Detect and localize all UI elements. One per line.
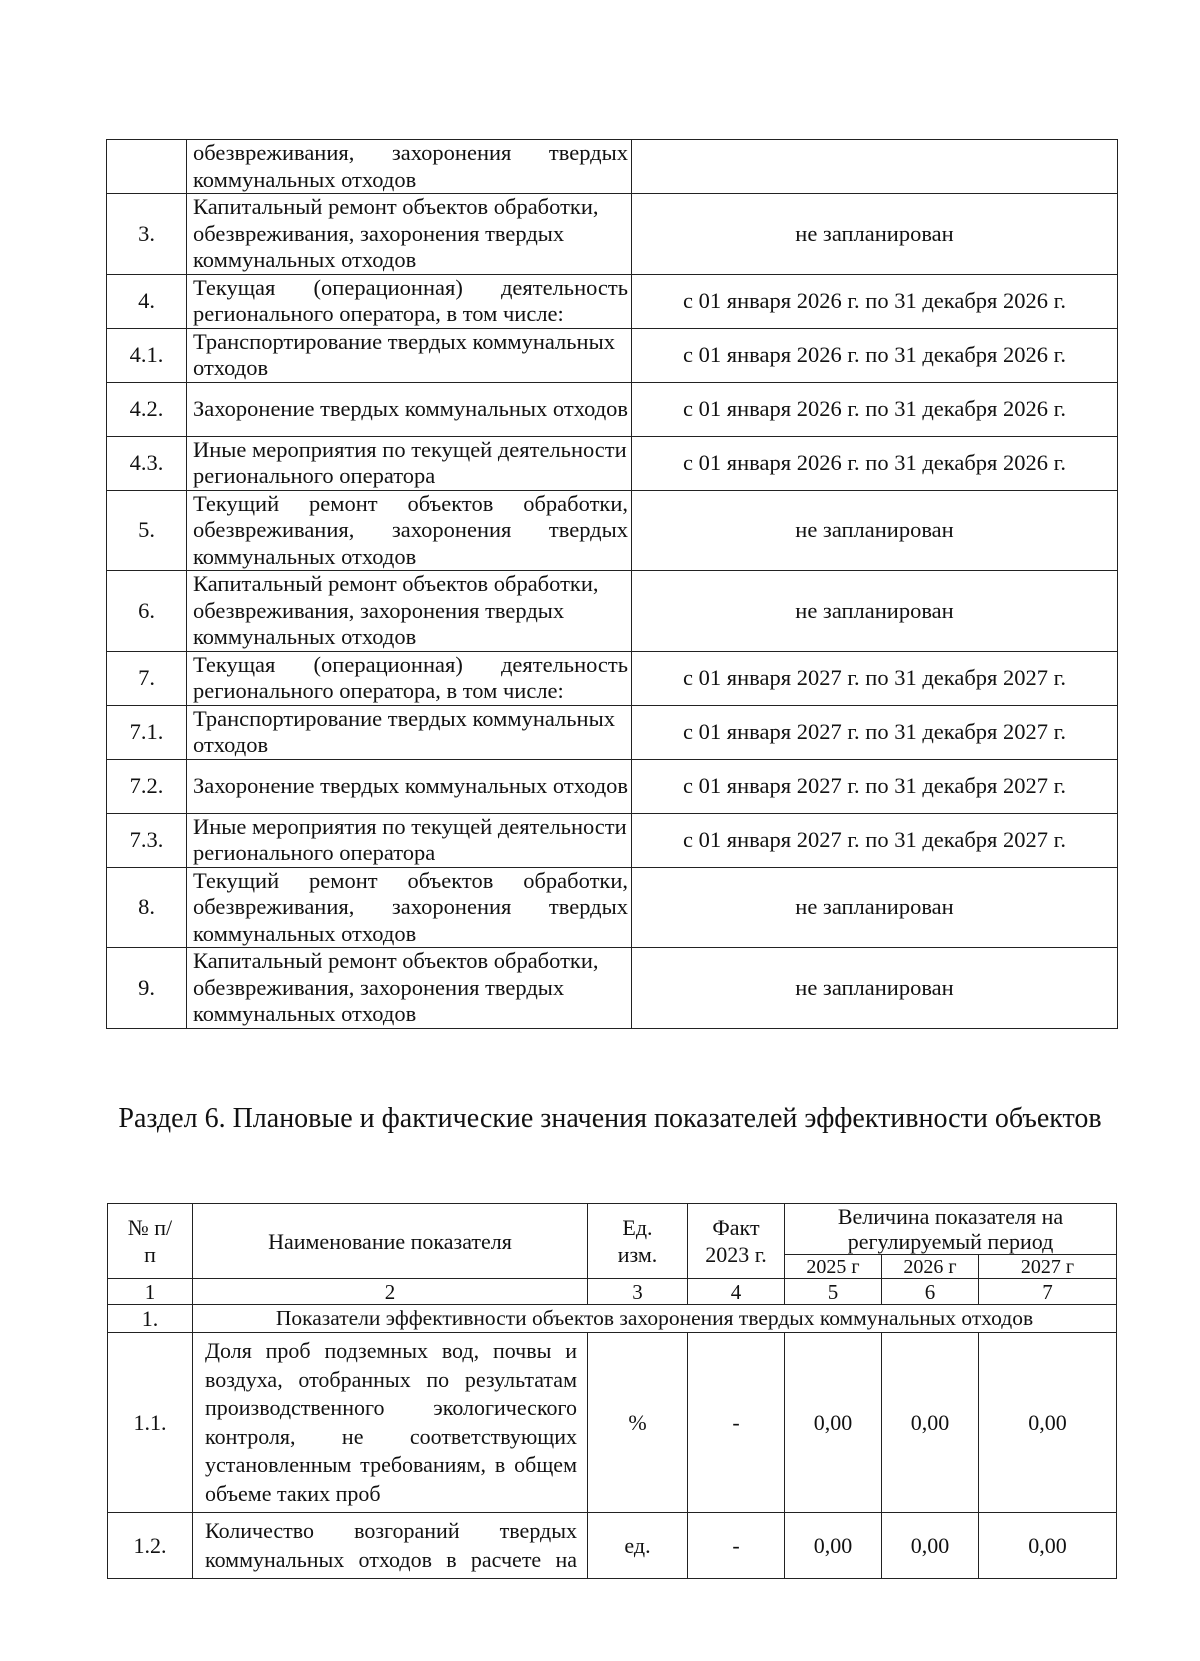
row-number: 7.2. bbox=[107, 759, 187, 813]
table-row bbox=[107, 571, 1118, 652]
event-name: Захоронение твердых коммунальных отходов bbox=[187, 382, 632, 436]
event-name: Текущая (операционная) деятельность регионального оператора, в том числе: bbox=[187, 274, 632, 328]
row-number: 6. bbox=[107, 571, 187, 652]
column-number: 7 bbox=[979, 1279, 1117, 1305]
event-period: с 01 января 2027 г. по 31 декабря 2027 г. bbox=[632, 813, 1118, 867]
table-row bbox=[107, 867, 1118, 948]
group-row bbox=[108, 1305, 1117, 1333]
event-period bbox=[632, 140, 1118, 194]
table-row bbox=[107, 436, 1118, 490]
event-name: обезвреживания, захоронения твердых коммунальных отходов bbox=[187, 140, 632, 194]
indicator-name: Доля проб подземных вод, почвы и воздуха, отобранных по результатам производственного экологического контроля, не соответствующих установленным требованиям, в общем объеме таких проб bbox=[193, 1333, 588, 1513]
column-number: 5 bbox=[785, 1279, 882, 1305]
table-row bbox=[107, 813, 1118, 867]
table-row bbox=[107, 140, 1118, 194]
event-name: Транспортирование твердых коммунальных отходов bbox=[187, 328, 632, 382]
table-row bbox=[107, 948, 1118, 1029]
event-name: Текущий ремонт объектов обработки, обезвреживания, захоронения твердых коммунальных отходов bbox=[187, 867, 632, 948]
row-number: 7.1. bbox=[107, 705, 187, 759]
event-period: не запланирован bbox=[632, 490, 1118, 571]
indicator-unit: ед. bbox=[588, 1513, 688, 1579]
indicator-value-2027: 0,00 bbox=[979, 1513, 1117, 1579]
row-number: 7. bbox=[107, 651, 187, 705]
col-header-period-group: Величина показателя на регулируемый период bbox=[785, 1204, 1117, 1255]
event-period: не запланирован bbox=[632, 867, 1118, 948]
event-period: с 01 января 2026 г. по 31 декабря 2026 г. bbox=[632, 436, 1118, 490]
event-period: с 01 января 2027 г. по 31 декабря 2027 г. bbox=[632, 705, 1118, 759]
event-period: с 01 января 2026 г. по 31 декабря 2026 г. bbox=[632, 382, 1118, 436]
event-name: Транспортирование твердых коммунальных отходов bbox=[187, 705, 632, 759]
table-row bbox=[107, 651, 1118, 705]
event-name: Захоронение твердых коммунальных отходов bbox=[187, 759, 632, 813]
column-number: 1 bbox=[108, 1279, 193, 1305]
section-title: Раздел 6. Плановые и фактические значения показателей эффективности объектов bbox=[118, 1103, 1102, 1134]
col-header-name: Наименование показателя bbox=[193, 1204, 588, 1279]
column-numbers-row bbox=[108, 1279, 1117, 1305]
indicator-value-2025: 0,00 bbox=[785, 1333, 882, 1513]
header-row bbox=[108, 1204, 1117, 1255]
row-number: 1.1. bbox=[108, 1333, 193, 1513]
column-number: 3 bbox=[588, 1279, 688, 1305]
event-name: Текущая (операционная) деятельность регионального оператора, в том числе: bbox=[187, 651, 632, 705]
indicator-fact: - bbox=[688, 1333, 785, 1513]
events-schedule-table bbox=[106, 139, 1118, 1029]
row-number: 4.1. bbox=[107, 328, 187, 382]
table-row bbox=[107, 274, 1118, 328]
event-period: с 01 января 2026 г. по 31 декабря 2026 г. bbox=[632, 274, 1118, 328]
row-number: 3. bbox=[107, 194, 187, 275]
event-period: не запланирован bbox=[632, 948, 1118, 1029]
event-name: Капитальный ремонт объектов обработки, обезвреживания, захоронения твердых коммунальных отходов bbox=[187, 194, 632, 275]
col-header-fact: Факт 2023 г. bbox=[688, 1204, 785, 1279]
indicators-table bbox=[107, 1203, 1117, 1579]
col-header-number: № п/п bbox=[108, 1204, 193, 1279]
col-header-year-2025: 2025 г bbox=[785, 1255, 882, 1279]
table-row bbox=[107, 490, 1118, 571]
row-number: 4.2. bbox=[107, 382, 187, 436]
indicator-fact: - bbox=[688, 1513, 785, 1579]
indicator-name: Количество возгораний твердых коммунальных отходов в расчете на bbox=[193, 1513, 588, 1579]
indicator-value-2026: 0,00 bbox=[882, 1333, 979, 1513]
event-name: Капитальный ремонт объектов обработки, обезвреживания, захоронения твердых коммунальных отходов bbox=[187, 571, 632, 652]
row-number: 7.3. bbox=[107, 813, 187, 867]
table-row bbox=[108, 1513, 1117, 1579]
group-number: 1. bbox=[108, 1305, 193, 1333]
row-number: 8. bbox=[107, 867, 187, 948]
indicator-value-2026: 0,00 bbox=[882, 1513, 979, 1579]
row-number bbox=[107, 140, 187, 194]
table-row bbox=[107, 705, 1118, 759]
event-period: с 01 января 2027 г. по 31 декабря 2027 г. bbox=[632, 651, 1118, 705]
col-header-unit: Ед. изм. bbox=[588, 1204, 688, 1279]
indicator-unit: % bbox=[588, 1333, 688, 1513]
event-period: не запланирован bbox=[632, 571, 1118, 652]
table-row bbox=[107, 382, 1118, 436]
event-period: с 01 января 2027 г. по 31 декабря 2027 г. bbox=[632, 759, 1118, 813]
event-name: Текущий ремонт объектов обработки, обезвреживания, захоронения твердых коммунальных отходов bbox=[187, 490, 632, 571]
row-number: 9. bbox=[107, 948, 187, 1029]
row-number: 5. bbox=[107, 490, 187, 571]
column-number: 6 bbox=[882, 1279, 979, 1305]
col-header-year-2027: 2027 г bbox=[979, 1255, 1117, 1279]
table-row bbox=[107, 328, 1118, 382]
event-period: с 01 января 2026 г. по 31 декабря 2026 г. bbox=[632, 328, 1118, 382]
col-header-year-2026: 2026 г bbox=[882, 1255, 979, 1279]
table-row bbox=[107, 759, 1118, 813]
row-number: 1.2. bbox=[108, 1513, 193, 1579]
row-number: 4.3. bbox=[107, 436, 187, 490]
table-row bbox=[108, 1333, 1117, 1513]
table-row bbox=[107, 194, 1118, 275]
row-number: 4. bbox=[107, 274, 187, 328]
column-number: 4 bbox=[688, 1279, 785, 1305]
group-title: Показатели эффективности объектов захоронения твердых коммунальных отходов bbox=[193, 1305, 1117, 1333]
event-name: Капитальный ремонт объектов обработки, обезвреживания, захоронения твердых коммунальных отходов bbox=[187, 948, 632, 1029]
event-period: не запланирован bbox=[632, 194, 1118, 275]
event-name: Иные мероприятия по текущей деятельности регионального оператора bbox=[187, 436, 632, 490]
indicator-value-2025: 0,00 bbox=[785, 1513, 882, 1579]
indicator-value-2027: 0,00 bbox=[979, 1333, 1117, 1513]
event-name: Иные мероприятия по текущей деятельности регионального оператора bbox=[187, 813, 632, 867]
column-number: 2 bbox=[193, 1279, 588, 1305]
